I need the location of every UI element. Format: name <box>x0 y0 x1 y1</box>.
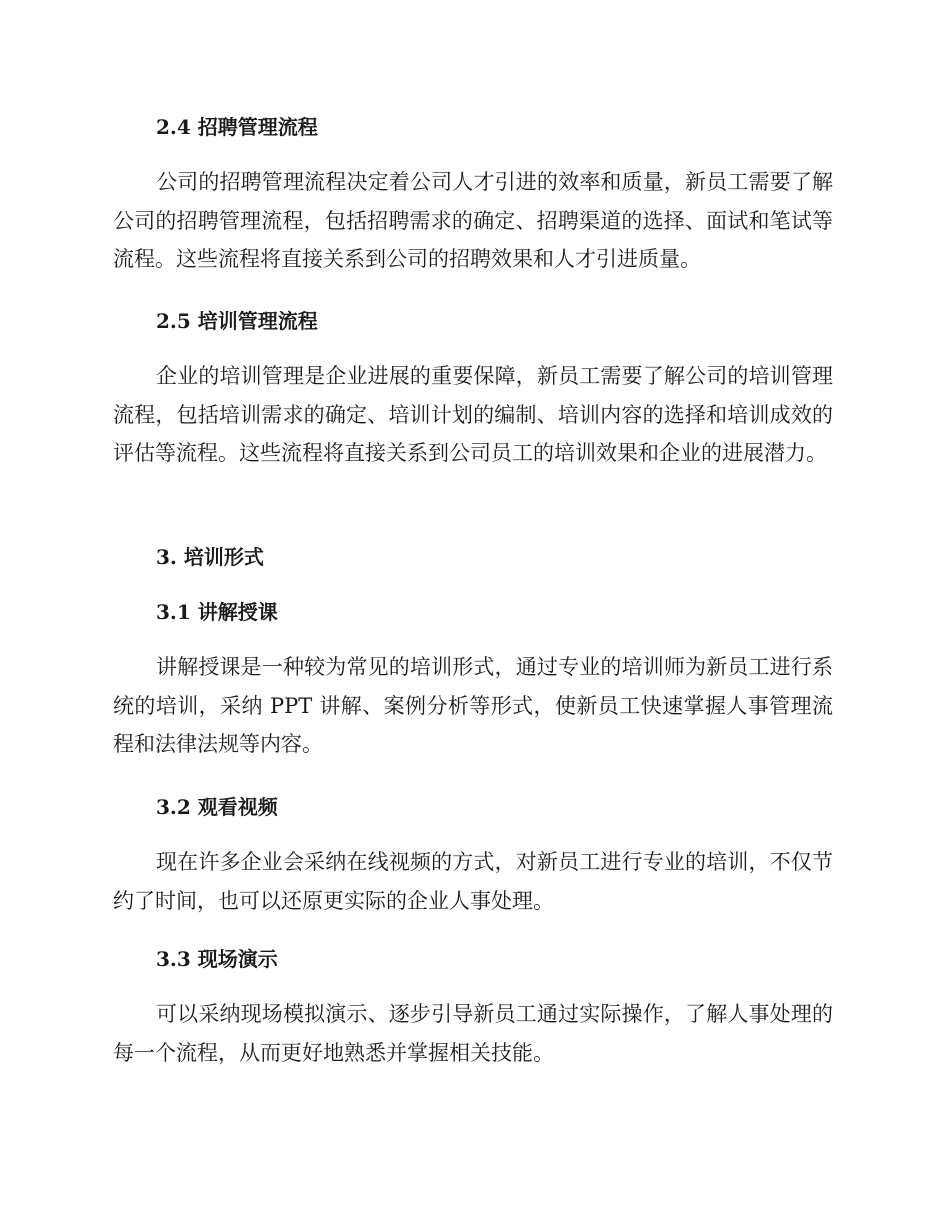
section-paragraph-3-3: 可以采纳现场模拟演示、逐步引导新员工通过实际操作，了解人事处理的每一个流程，从而更好地熟悉并掌握相关技能。 <box>113 1002 833 1065</box>
section-heading-2-5: 2.5 培训管理流程 <box>156 309 318 333</box>
section-paragraph-2-5: 企业的培训管理是企业进展的重要保障，新员工需要了解公司的培训管理流程，包括培训需求的确定、培训计划的编制、培训内容的选择和培训成效的评估等流程。这些流程将直接关系到公司员工的培训效果和企业的进展潜力。 <box>113 364 833 465</box>
section-paragraph-2-4: 公司的招聘管理流程决定着公司人才引进的效率和质量，新员工需要了解公司的招聘管理流程，包括招聘需求的确定、招聘渠道的选择、面试和笔试等流程。这些流程将直接关系到公司的招聘效果和人才引进质量。 <box>113 170 833 271</box>
section-heading-3: 3. 培训形式 <box>156 545 264 569</box>
section-paragraph-3-1: 讲解授课是一种较为常见的培训形式，通过专业的培训师为新员工进行系统的培训，采纳 PPT 讲解、案例分析等形式，使新员工快速掌握人事管理流程和法律法规等内容。 <box>113 655 833 756</box>
section-heading-3-1: 3.1 讲解授课 <box>156 600 278 624</box>
section-paragraph-3-2: 现在许多企业会采纳在线视频的方式，对新员工进行专业的培训，不仅节约了时间，也可以还原更实际的企业人事处理。 <box>113 850 833 913</box>
section-heading-3-3: 3.3 现场演示 <box>156 947 278 971</box>
section-heading-3-2: 3.2 观看视频 <box>156 795 278 819</box>
section-heading-2-4: 2.4 招聘管理流程 <box>156 115 318 139</box>
